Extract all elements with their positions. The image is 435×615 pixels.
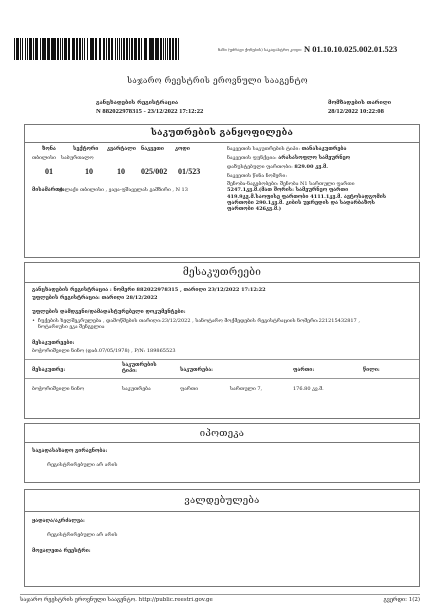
- owner-area-cell: 176.80 კვ.მ.: [293, 386, 324, 392]
- doc-number: N 01.10.10.025.002.01.523: [304, 44, 398, 54]
- code-number: 01/523: [178, 167, 201, 176]
- barcode-bar: [87, 38, 88, 60]
- owner-type-cell: საკუთრება: [122, 386, 151, 392]
- application-line: განცხადების რეგისტრაცია : ნომერი 882022978315 , თარიღი 23/12/2022 17:12:22: [32, 287, 266, 293]
- agency-title: საჯარო რეესტრის ეროვნული სააგენტო: [127, 76, 308, 85]
- encumbrance-title: ვალდებულება: [184, 495, 260, 506]
- address-value: ქალაქი თბილისი , ვაჟა-ფშაველას გამზირი , N 13: [59, 187, 188, 193]
- code-sub-city: თბილისი: [32, 155, 56, 161]
- barcode-bar: [25, 38, 26, 60]
- barcode-bar: [172, 38, 173, 60]
- barcode-bar: [135, 38, 137, 60]
- code-header-quarter: კვარტალი: [107, 146, 136, 152]
- barcode-bar: [68, 38, 70, 60]
- barcode-bar: [82, 38, 83, 60]
- barcode-bar: [169, 38, 170, 60]
- barcode-bar: [57, 38, 58, 60]
- property-title: საკუთრების განყოფილება: [150, 128, 294, 138]
- barcode-bar: [155, 38, 156, 60]
- owner-property-cell: ფართი: [180, 386, 198, 392]
- basis-documents: • ჩუქების ხელშეკრულება , დამოწმების თარიღი:23/12/2022 , სანოტარო მოქმედების რეგისტრაციის ნომერი:221215432817 , ნოტარიუსი ეკა შენგელია: [32, 318, 360, 331]
- barcode-bar: [36, 38, 38, 60]
- barcode-bar: [175, 38, 177, 60]
- right-registration-date: უფლების რეგისტრაცია: თარიღი 28/12/2022: [32, 295, 158, 301]
- barcode-bar: [108, 38, 109, 60]
- mortgage-title: იპოთეკა: [199, 428, 245, 439]
- mortgage-label: საგადასახადო გირავნობა:: [32, 448, 108, 454]
- table-header-owner: მესაკუთრე:: [32, 367, 66, 373]
- code-header-zone: ზონა: [42, 146, 56, 152]
- code-header-code: კოდი: [175, 146, 190, 152]
- code-plot: 025/002: [141, 167, 168, 176]
- seizure-value: რეგისტრირებული არ არის: [47, 532, 118, 538]
- prepared-value: 28/12/2022 10:22:08: [328, 108, 384, 115]
- barcode-bar: [33, 38, 34, 60]
- barcode-bar: [141, 38, 142, 60]
- encumbrance-section: [24, 489, 420, 587]
- barcode-bar: [123, 38, 124, 60]
- barcode-bar: [17, 38, 18, 60]
- barcode-bar: [138, 38, 139, 60]
- barcode-bar: [167, 38, 168, 60]
- barcode-bar: [99, 38, 101, 60]
- barcode-bar: [117, 38, 118, 60]
- plot-area: დაზუსტებული ფართობი: 829.00 კვ.მ.: [227, 164, 328, 170]
- owners-label: მესაკუთრეები:: [32, 340, 75, 346]
- barcode-bar: [146, 38, 147, 60]
- barcode: [14, 38, 184, 60]
- barcode-bar: [40, 38, 41, 60]
- barcode-bar: [109, 38, 110, 60]
- footer-page: გვერდი: 1(2): [383, 597, 420, 603]
- mortgage-value: რეგისტრირებული არ არის: [47, 462, 118, 468]
- barcode-bar: [55, 38, 56, 60]
- table-header-type: საკუთრების ტიპი:: [122, 362, 157, 375]
- code-quarter: 10: [117, 167, 125, 176]
- debtors-label: მოვალეთა რეესტრი:: [32, 548, 91, 554]
- registration-value: N 882022978315 - 23/12/2022 17:12:22: [96, 108, 204, 115]
- page-footer: [20, 594, 420, 604]
- code-sub-district: საბურთალო: [61, 155, 94, 161]
- address-label: მისამართი:: [32, 187, 65, 193]
- property-section: [24, 124, 420, 258]
- barcode-bar: [178, 38, 179, 60]
- barcode-bar: [44, 38, 45, 60]
- mortgage-section: [24, 423, 420, 483]
- barcode-bar: [103, 38, 105, 60]
- barcode-bar: [66, 38, 67, 60]
- code-header-sector: სექტორი: [73, 146, 99, 152]
- doc-number-label: ნაზი (უძრავი ქონების) საკადასტრო კოდი:: [218, 47, 303, 52]
- previous-number-label: ნაკვეთის წინა ნომერი:: [227, 173, 287, 179]
- code-zone: 01: [45, 167, 53, 176]
- barcode-bar: [153, 38, 154, 60]
- barcode-bar: [14, 38, 15, 60]
- owner-name-cell: ბოჭორიშვილი ნინო: [32, 386, 84, 392]
- barcode-bar: [119, 38, 120, 60]
- table-header-share: წილი:: [363, 367, 380, 373]
- barcode-bar: [60, 38, 61, 60]
- barcode-bar: [121, 38, 122, 60]
- barcode-bar: [115, 38, 116, 60]
- registration-label: განცხადების რეგისტრაცია: [96, 100, 179, 106]
- barcode-bar: [84, 38, 85, 60]
- basis-documents-label: უფლების დამდგენი/დამადასტურებელი დოკუმენტები:: [32, 309, 186, 315]
- barcode-bar: [111, 38, 113, 60]
- barcode-bar: [129, 38, 130, 60]
- building-details: შენობა-ნაგებობები: შენობა N1 სართული ფართი 5247.1კვ.მ.(მათ შორის: სამეურნეო ფართი 419.9კვ.მ.საოფისე ფართობი 4111.1კვ.მ. ავტოსადგომის ფართობი 290.1კვ.მ. კიბის უჯრედის და სადარბაზოს ფართობი 426კვ.მ.): [227, 181, 387, 212]
- code-header-plot: ნაკვეთი: [141, 146, 164, 152]
- barcode-bar: [165, 38, 166, 60]
- owners-section: [24, 262, 420, 419]
- barcode-bar: [95, 38, 97, 60]
- owner-floor-cell: სართული 7,: [230, 386, 263, 392]
- code-sector: 10: [85, 167, 93, 176]
- barcode-bar: [22, 38, 23, 60]
- table-header-area: ფართი:: [293, 367, 315, 373]
- barcode-bar: [49, 38, 50, 60]
- plot-function: ნაკვეთის ფუნქცია: არასასოფლო სამეურნეო: [227, 155, 351, 161]
- barcode-bar: [62, 38, 63, 60]
- owners-title: მესაკუთრეები: [182, 267, 262, 278]
- ownership-type: ნაკვეთის საკუთრების ტიპი: თანასაკუთრება: [227, 146, 347, 152]
- barcode-bar: [126, 38, 127, 60]
- footer-source: საჯარო რეესტრის ეროვნული სააგენტო. http://public.reestri.gov.ge: [20, 597, 213, 603]
- owner-line: ბოჭორიშვილი ნინო (დაბ.07/05/1978) , P/N: 189865523: [32, 348, 176, 354]
- barcode-bar: [93, 38, 94, 60]
- barcode-bar: [74, 38, 75, 60]
- table-header-property: საკუთრება:: [180, 367, 214, 373]
- seizure-label: ყადაღა/აკრძალვა:: [32, 518, 85, 524]
- barcode-bar: [76, 38, 78, 60]
- prepared-label: მომზადების თარიღი: [328, 100, 392, 106]
- barcode-bar: [20, 38, 21, 60]
